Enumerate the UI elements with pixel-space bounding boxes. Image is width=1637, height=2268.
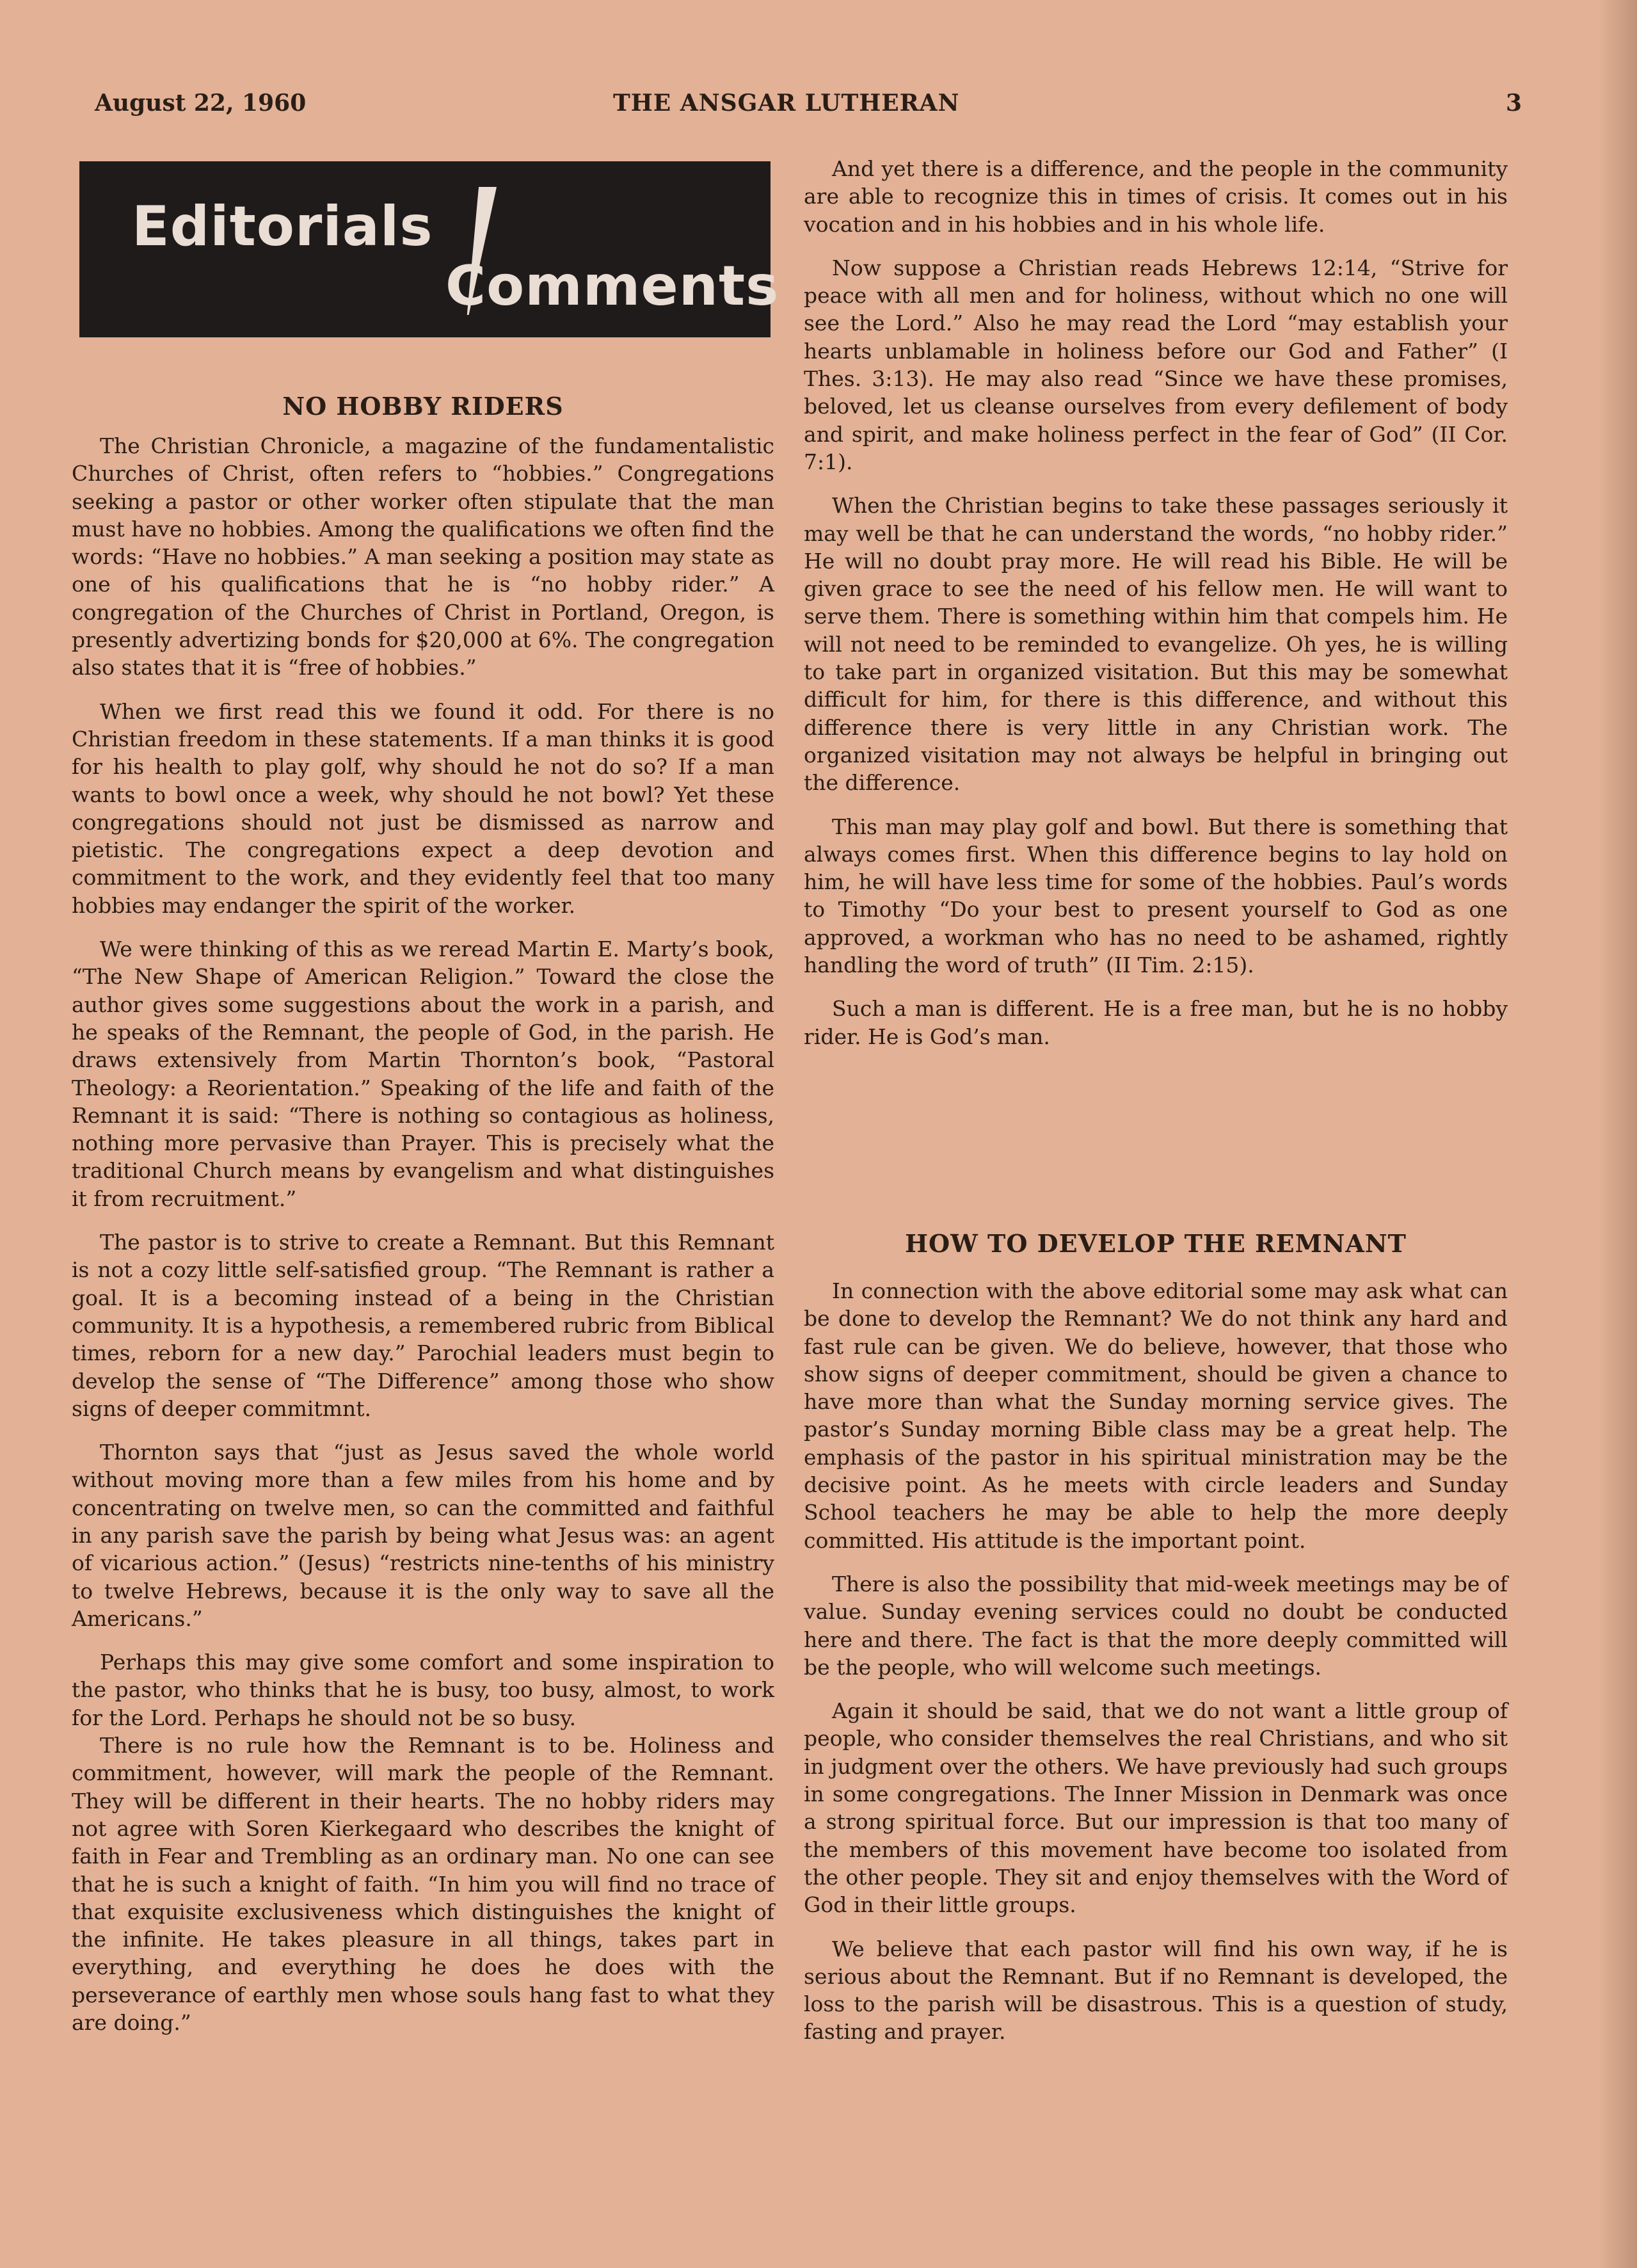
paragraph: Such a man is different. He is a free man, but he is no hobby rider. He is God’s man.	[804, 996, 1508, 1049]
article1-headline: NO HOBBY RIDERS	[282, 392, 564, 421]
article1-headline-wrap	[72, 392, 774, 421]
paragraph: When we first read this we found it odd. For there is no Christian freedom in these statements. If a man thinks it is good for his health to play golf, why should he not do so? If a man wants to bowl once a week, why should he not bowl? Yet these congregations should not just be dismissed as narrow and pietistic. The congregations expect a deep devotion and commitment to the work, and they evidently feel that too many hobbies may endanger the spirit of the worker.	[72, 698, 774, 918]
article2-column	[804, 1277, 1508, 2062]
article1-left-column	[72, 432, 774, 2052]
paragraph: This man may play golf and bowl. But there is something that always comes first. When this difference begins to lay hold on him, he will have less time for some of the hobbies. Paul’s words to Timothy “Do your best to present yourself to God as one approved, a workman who has no need to be ashamed, rightly handling the word of truth” (II Tim. 2:15).	[804, 814, 1508, 978]
paragraph: There is no rule how the Remnant is to be. Holiness and commitment, however, will mark the people of the Remnant. They will be different in their hearts. The no hobby riders may not agree with Soren Kierkegaard who describes the knight of faith in Fear and Trembling as an ordinary man. No one can see that he is such a knight of faith. “In him you will find no trace of that exquisite exclusiveness which distinguishes the knight of the infinite. He takes pleasure in all things, takes part in everything, and everything he does he does with the perseverance of earthly men whose souls hang fast to what they are doing.”	[72, 1733, 774, 2036]
article2-headline-wrap	[804, 1229, 1508, 1258]
paragraph: The pastor is to strive to create a Remnant. But this Remnant is not a cozy little self-satisfied group. “The Remnant is rather a goal. It is a becoming instead of a being in the Christian community. It is a hypothesis, a remembered rubric from Biblical times, reborn for a new day.” Parochial leaders must begin to develop the sense of “The Difference” among those who show signs of deeper commitmnt.	[72, 1230, 774, 1421]
paragraph: When the Christian begins to take these passages seriously it may well be that he can understand the words, “no hobby rider.” He will no doubt pray more. He will read his Bible. He will be given grace to see the need of his fellow men. He will want to serve them. There is something within him that compels him. He will not need to be reminded to evangelize. Oh yes, he is willing to take part in organized visitation. But this may be somewhat difficult for him, for there is this difference, and without this difference there is very little in any Christian work. The organized visitation may not always be helpful in bringing out the difference.	[804, 493, 1508, 796]
paragraph: Now suppose a Christian reads Hebrews 12:14, “Strive for peace with all men and for holiness, without which no one will see the Lord.” Also he may read the Lord “may establish your hearts unblamable in holiness before our God and Father” (I Thes. 3:13). He may also read “Since we have these promises, beloved, let us cleanse ourselves from every defilement of body and spirit, and make holiness perfect in the fear of God” (II Cor. 7:1).	[804, 255, 1508, 474]
paragraph: In connection with the above editorial some may ask what can be done to develop the Remnant? We do not think any hard and fast rule can be given. We do believe, however, that those who show signs of deeper commitment, should be given a chance to have more than what the Sunday morning service gives. The pastor’s Sunday morning Bible class may be a great help. The emphasis of the pastor in his spiritual ministration may be the decisive point. As he meets with circle leaders and Sunday School teachers he may be able to help the more deeply committed. His attitude is the important point.	[804, 1278, 1508, 1553]
publication-title: THE ANSGAR LUTHERAN	[613, 90, 960, 117]
page-edge-shadow	[1599, 0, 1637, 2268]
banner-word-comments: Comments	[445, 254, 779, 318]
paragraph: Perhaps this may give some comfort and some inspiration to the pastor, who thinks that he is busy, too busy, almost, to work for the Lord. Perhaps he should not be so busy.	[72, 1650, 774, 1730]
paragraph: The Christian Chronicle, a magazine of the fundamentalistic Churches of Christ, often refers to “hobbies.” Congregations seeking a pastor or other worker often stipulate that the man must have no hobbies. Among the qualifications we often find the words: “Have no hobbies.” A man seeking a position may state as one of his qualifications that he is “no hobby rider.” A congregation of the Churches of Christ in Portland, Oregon, is presently advertizing bonds for $20,000 at 6%. The congregation also states that it is “free of hobbies.”	[72, 433, 774, 680]
paragraph: There is also the possibility that mid-week meetings may be of value. Sunday evening services could no doubt be conducted here and there. The fact is that the more deeply committed will be the people, who will welcome such meetings.	[804, 1571, 1508, 1680]
issue-date: August 22, 1960	[95, 90, 307, 117]
article1-right-column	[804, 155, 1508, 1066]
editorials-comments-banner	[79, 161, 779, 337]
paragraph: Thornton says that “just as Jesus saved the whole world without moving more than a few miles from his home and by concentrating on twelve men, so can the committed and faithful in any parish save the parish by being what Jesus was: an agent of vicarious action.” (Jesus) “restricts nine-tenths of his ministry to twelve Hebrews, because it is the only way to save all the Americans.”	[72, 1440, 774, 1631]
banner-word-editorials: Editorials	[132, 195, 433, 259]
paragraph: We believe that each pastor will find his own way, if he is serious about the Remnant. But if no Remnant is developed, the loss to the parish will be disastrous. This is a question of study, fasting and prayer.	[804, 1936, 1508, 2045]
paragraph: Again it should be said, that we do not want a little group of people, who consider themselves the real Christians, and who sit in judgment over the others. We have previously had such groups in some congregations. The Inner Mission in Denmark was once a strong spiritual force. But our impression is that too many of the members of this movement have become too isolated from the other people. They sit and enjoy themselves with the Word of God in their little groups.	[804, 1698, 1508, 1918]
paragraph: And yet there is a difference, and the people in the community are able to recognize this in times of crisis. It comes out in his vocation and in his hobbies and in his whole life.	[804, 156, 1508, 237]
paragraph: We were thinking of this as we reread Martin E. Marty’s book, “The New Shape of American Religion.” Toward the close the author gives some suggestions about the work in a parish, and he speaks of the Remnant, the people of God, in the parish. He draws extensively from Martin Thornton’s book, “Pastoral Theology: a Reorientation.” Speaking of the life and faith of the Remnant it is said: “There is nothing so contagious as holiness, nothing more pervasive than Prayer. This is precisely what the traditional Church means by evangelism and what distinguishes it from recruitment.”	[72, 937, 774, 1211]
page-number: 3	[1505, 90, 1522, 117]
article2-headline: HOW TO DEVELOP THE REMNANT	[905, 1229, 1407, 1258]
page-header	[95, 90, 1522, 128]
